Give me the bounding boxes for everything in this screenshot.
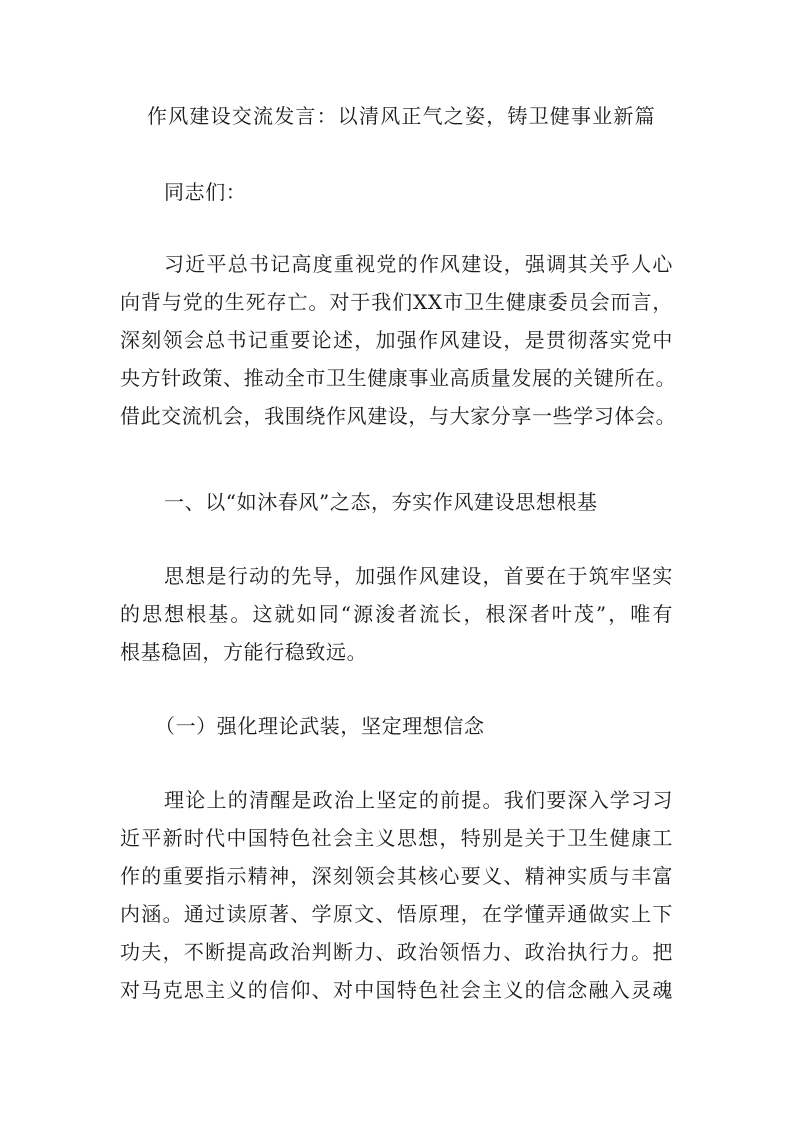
paragraph-3-line: 内涵。通过读原著、学原文、悟原理，在学懂弄通做实上下 (120, 902, 673, 926)
paragraph-2-line: 思想是行动的先导，加强作风建设，首要在于筑牢坚实 (164, 564, 673, 588)
paragraph-1-line: 借此交流机会，我围绕作风建设，与大家分享一些学习体会。 (120, 404, 677, 428)
document-title: 作风建设交流发言：以清风正气之姿，铸卫健事业新篇 (147, 104, 656, 128)
paragraph-2-line: 的思想根基。这就如同“源浚者流长，根深者叶茂”，唯有 (120, 602, 673, 626)
subsection-heading-1: （一）强化理论武装，坚定理想信念 (155, 714, 485, 738)
paragraph-1-line: 央方针政策、推动全市卫生健康事业高质量发展的关键所在。 (120, 366, 677, 390)
paragraph-2-line: 根基稳固，方能行稳致远。 (120, 640, 368, 664)
paragraph-1-line: 习近平总书记高度重视党的作风建设，强调其关乎人心 (164, 252, 673, 276)
paragraph-3-line: 对马克思主义的信仰、对中国特色社会主义的信念融入灵魂 (120, 978, 673, 1002)
paragraph-1-line: 深刻领会总书记重要论述，加强作风建设，是贯彻落实党中 (120, 328, 673, 352)
paragraph-1-line: 向背与党的生死存亡。对于我们XX市卫生健康委员会而言， (120, 290, 673, 314)
paragraph-3-line: 近平新时代中国特色社会主义思想，特别是关于卫生健康工 (120, 826, 673, 850)
paragraph-3-line: 功夫，不断提高政治判断力、政治领悟力、政治执行力。把 (120, 940, 673, 964)
section-heading-1: 一、以“如沐春风”之态，夯实作风建设思想根基 (164, 490, 598, 514)
paragraph-3-line: 作的重要指示精神，深刻领会其核心要义、精神实质与丰富 (120, 864, 673, 888)
paragraph-3-line: 理论上的清醒是政治上坚定的前提。我们要深入学习习 (164, 788, 673, 812)
greeting: 同志们： (164, 180, 247, 204)
